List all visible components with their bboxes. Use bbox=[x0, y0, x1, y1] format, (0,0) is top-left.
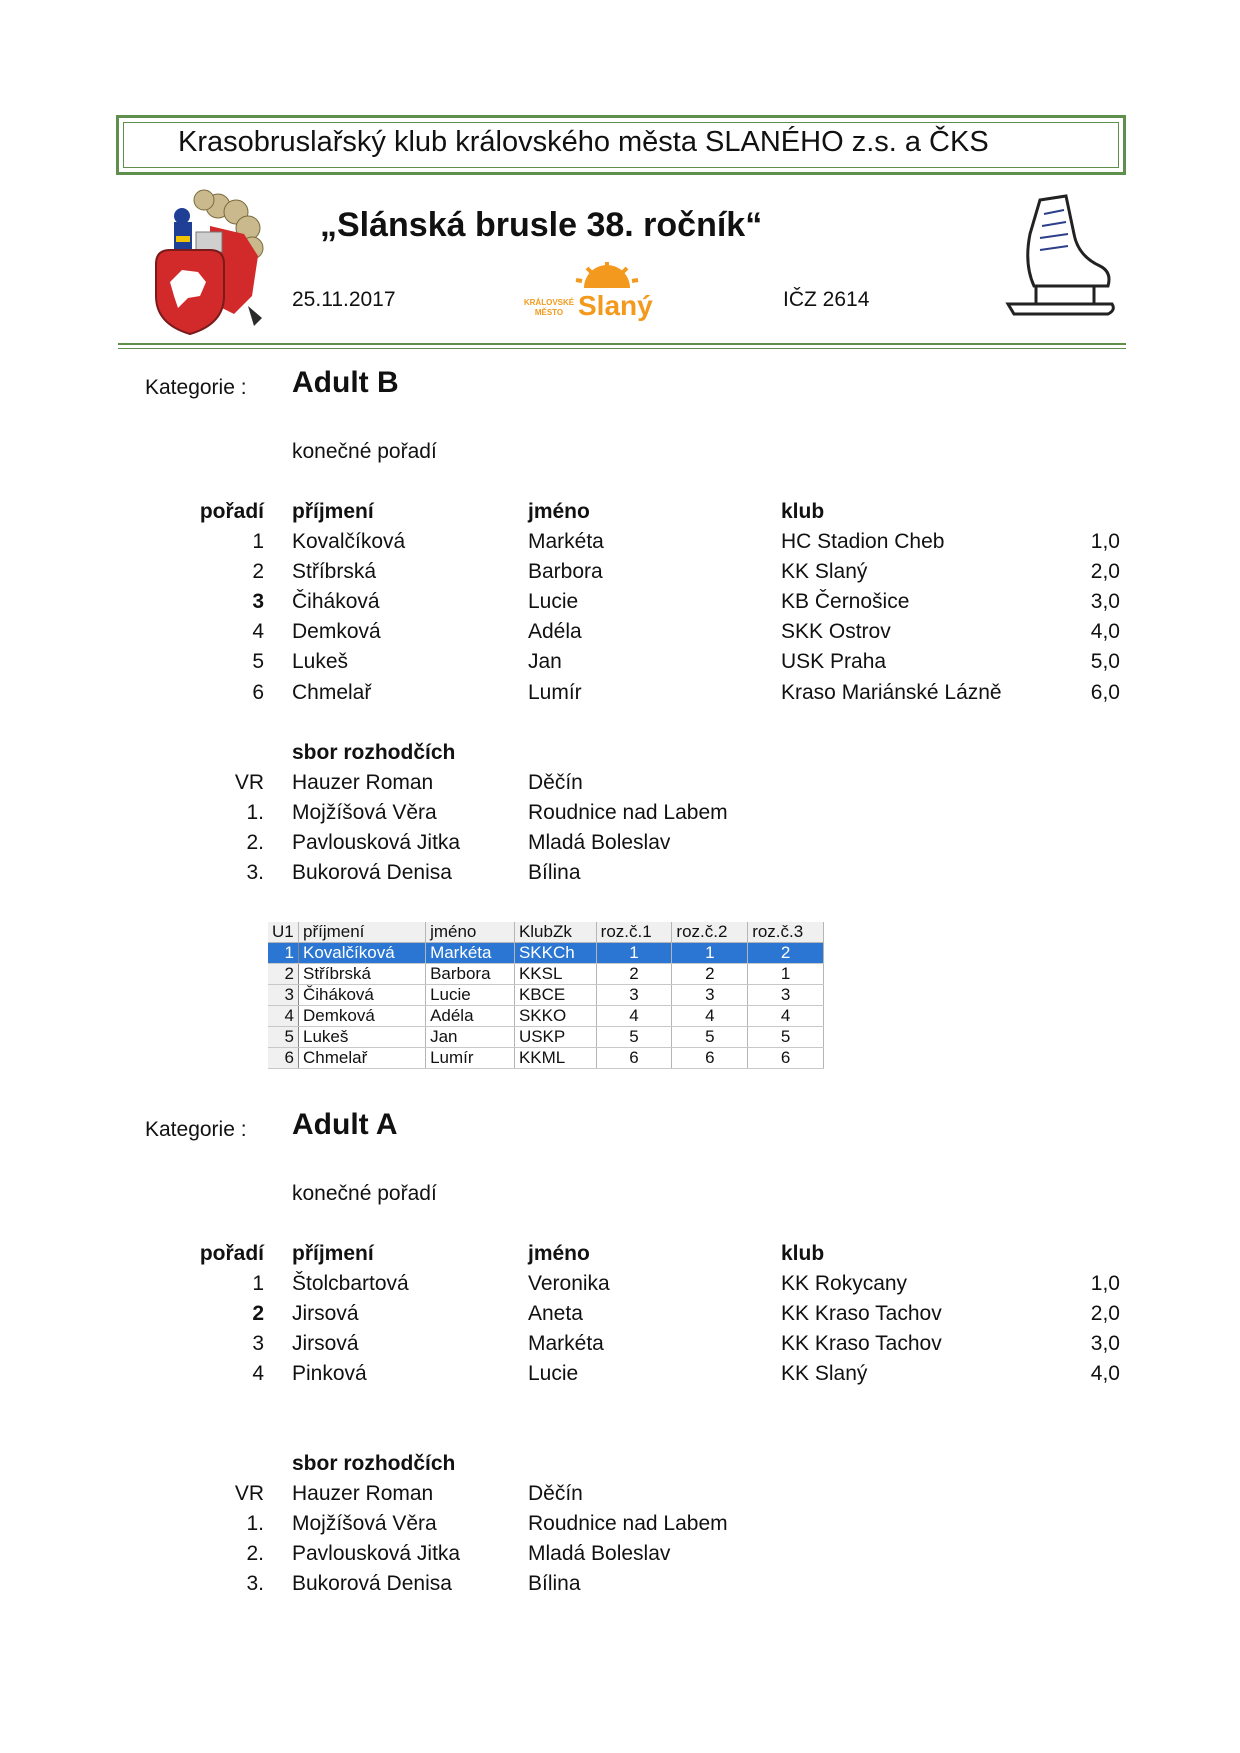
result-row bbox=[0, 1362, 1240, 1392]
judge-role: 1. bbox=[246, 1512, 264, 1535]
grid-cell[interactable]: Stříbrská bbox=[299, 964, 426, 985]
grid-cell[interactable]: 4 bbox=[748, 1006, 824, 1027]
results-header bbox=[0, 500, 1240, 530]
grid-cell[interactable]: USKP bbox=[514, 1027, 596, 1048]
grid-header-cell[interactable]: KlubZk bbox=[514, 922, 596, 943]
col-name-header: jméno bbox=[528, 500, 590, 523]
judge-person: Bukorová Denisa bbox=[292, 1572, 452, 1595]
judge-person: Bukorová Denisa bbox=[292, 861, 452, 884]
col-club-header: klub bbox=[781, 500, 825, 523]
grid-row[interactable] bbox=[268, 964, 824, 985]
result-name: Markéta bbox=[528, 1332, 604, 1355]
result-score: 5,0 bbox=[1090, 650, 1120, 673]
judge-city: Mladá Boleslav bbox=[528, 831, 671, 854]
result-surname: Štolcbartová bbox=[292, 1272, 409, 1295]
judge-city: Bílina bbox=[528, 1572, 581, 1595]
result-rank: 1 bbox=[252, 530, 264, 553]
category-name: Adult B bbox=[292, 366, 399, 399]
col-surname-header: příjmení bbox=[292, 500, 374, 523]
grid-cell[interactable]: SKKCh bbox=[514, 943, 596, 964]
judge-row bbox=[0, 771, 1240, 801]
result-name: Barbora bbox=[528, 560, 603, 583]
grid-cell[interactable]: Adéla bbox=[426, 1006, 515, 1027]
result-name: Veronika bbox=[528, 1272, 610, 1295]
judge-role: VR bbox=[234, 1482, 264, 1505]
result-surname: Chmelař bbox=[292, 681, 372, 704]
judge-person: Pavlousková Jitka bbox=[292, 831, 461, 854]
result-name: Aneta bbox=[528, 1302, 583, 1325]
result-name: Lumír bbox=[528, 681, 582, 704]
judge-role: 3. bbox=[246, 861, 264, 884]
header-rule-thin bbox=[118, 348, 1126, 349]
category-label: Kategorie : bbox=[145, 1118, 247, 1141]
grid-cell[interactable]: KKSL bbox=[514, 964, 596, 985]
grid-cell[interactable]: 2 bbox=[596, 964, 672, 985]
judge-person: Pavlousková Jitka bbox=[292, 1542, 461, 1565]
ice-skate-icon bbox=[1004, 194, 1116, 326]
result-surname: Jirsová bbox=[292, 1332, 359, 1355]
result-score: 2,0 bbox=[1090, 1302, 1120, 1325]
result-score: 3,0 bbox=[1090, 590, 1120, 613]
grid-cell[interactable]: 1 bbox=[672, 943, 748, 964]
grid-cell[interactable]: 4 bbox=[596, 1006, 672, 1027]
club-title: Krasobruslařský klub královského města SLANÉHO z.s. a ČKS bbox=[178, 126, 989, 158]
grid-row[interactable] bbox=[268, 1048, 824, 1069]
result-rank: 2 bbox=[252, 560, 264, 583]
grid-cell-index[interactable]: 3 bbox=[268, 985, 299, 1006]
grid-cell[interactable]: 1 bbox=[748, 964, 824, 985]
judge-person: Hauzer Roman bbox=[292, 771, 434, 794]
grid-header-cell[interactable]: jméno bbox=[426, 922, 515, 943]
result-row bbox=[0, 1302, 1240, 1332]
grid-header-row bbox=[268, 922, 824, 943]
sun-icon bbox=[572, 262, 642, 288]
result-surname: Demková bbox=[292, 620, 381, 643]
results-header bbox=[0, 1242, 1240, 1272]
result-rank: 2 bbox=[252, 1302, 264, 1325]
col-club-header: klub bbox=[781, 1242, 825, 1265]
grid-cell[interactable]: 2 bbox=[672, 964, 748, 985]
judge-row bbox=[0, 861, 1240, 891]
judge-role: 2. bbox=[246, 831, 264, 854]
grid-row[interactable] bbox=[268, 985, 824, 1006]
grid-cell[interactable]: Jan bbox=[426, 1027, 515, 1048]
grid-cell[interactable]: Lumír bbox=[426, 1048, 515, 1069]
result-rank: 1 bbox=[252, 1272, 264, 1295]
col-surname-header: příjmení bbox=[292, 1242, 374, 1265]
slany-logo bbox=[522, 262, 662, 328]
result-rank: 4 bbox=[252, 1362, 264, 1385]
judge-row bbox=[0, 1482, 1240, 1512]
result-club: KK Slaný bbox=[781, 1362, 868, 1385]
grid-cell[interactable]: 4 bbox=[672, 1006, 748, 1027]
judge-person: Mojžíšová Věra bbox=[292, 801, 437, 824]
result-rank: 3 bbox=[252, 590, 264, 613]
judge-row bbox=[0, 831, 1240, 861]
grid-row-selected[interactable] bbox=[268, 943, 824, 964]
header-rule bbox=[118, 343, 1126, 345]
result-row bbox=[0, 560, 1240, 590]
col-name-header: jméno bbox=[528, 1242, 590, 1265]
result-name: Lucie bbox=[528, 1362, 579, 1385]
result-rank: 3 bbox=[252, 1332, 264, 1355]
result-score: 4,0 bbox=[1090, 620, 1120, 643]
result-club: KB Černošice bbox=[781, 590, 910, 613]
grid-cell[interactable]: 3 bbox=[748, 985, 824, 1006]
result-surname: Čiháková bbox=[292, 590, 380, 613]
result-club: KK Slaný bbox=[781, 560, 868, 583]
judge-row bbox=[0, 1542, 1240, 1572]
grid-cell[interactable]: Kovalčíková bbox=[299, 943, 426, 964]
grid-cell[interactable]: KKML bbox=[514, 1048, 596, 1069]
category-label: Kategorie : bbox=[145, 376, 247, 399]
grid-cell[interactable]: 5 bbox=[748, 1027, 824, 1048]
judge-row bbox=[0, 1572, 1240, 1602]
final-order-label: konečné pořadí bbox=[292, 1182, 437, 1205]
grid-cell[interactable]: 2 bbox=[748, 943, 824, 964]
grid-header-cell[interactable]: příjmení bbox=[299, 922, 426, 943]
grid-header-cell[interactable]: roz.č.1 bbox=[596, 922, 672, 943]
judge-role: 1. bbox=[246, 801, 264, 824]
grid-cell[interactable]: 5 bbox=[596, 1027, 672, 1048]
judge-city: Děčín bbox=[528, 771, 583, 794]
result-club: KK Rokycany bbox=[781, 1272, 908, 1295]
grid-cell[interactable]: Lucie bbox=[426, 985, 515, 1006]
result-row bbox=[0, 620, 1240, 650]
judges-header bbox=[0, 741, 1240, 771]
judge-city: Mladá Boleslav bbox=[528, 1542, 671, 1565]
result-name: Jan bbox=[528, 650, 562, 673]
grid-cell[interactable]: SKKO bbox=[514, 1006, 596, 1027]
grid-cell[interactable]: Markéta bbox=[426, 943, 515, 964]
grid-cell[interactable]: Čiháková bbox=[299, 985, 426, 1006]
judges-header bbox=[0, 1452, 1240, 1482]
grid-cell[interactable]: 1 bbox=[596, 943, 672, 964]
col-rank-header: pořadí bbox=[199, 1242, 264, 1265]
grid-cell-index[interactable]: 1 bbox=[268, 943, 299, 964]
icz-code: IČZ 2614 bbox=[783, 288, 870, 311]
category-name: Adult A bbox=[292, 1108, 398, 1141]
result-club: Kraso Mariánské Lázně bbox=[781, 681, 1002, 704]
judge-city: Roudnice nad Labem bbox=[528, 801, 728, 824]
event-title: „Slánská brusle 38. ročník“ bbox=[320, 206, 763, 244]
judge-person: Mojžíšová Věra bbox=[292, 1512, 437, 1535]
coat-of-arms-icon bbox=[148, 186, 270, 338]
grid-cell-index[interactable]: 5 bbox=[268, 1027, 299, 1048]
grid-cell[interactable]: 3 bbox=[596, 985, 672, 1006]
grid-cell[interactable]: 6 bbox=[748, 1048, 824, 1069]
col-rank-header: pořadí bbox=[199, 500, 264, 523]
result-row bbox=[0, 650, 1240, 680]
logo-brand-text: Slaný bbox=[578, 290, 653, 321]
result-score: 1,0 bbox=[1090, 530, 1120, 553]
grid-cell[interactable]: Barbora bbox=[426, 964, 515, 985]
result-score: 1,0 bbox=[1090, 1272, 1120, 1295]
result-surname: Stříbrská bbox=[292, 560, 377, 583]
result-row bbox=[0, 681, 1240, 711]
result-rank: 4 bbox=[252, 620, 264, 643]
result-row bbox=[0, 530, 1240, 560]
grid-cell[interactable]: Lukeš bbox=[299, 1027, 426, 1048]
judge-city: Bílina bbox=[528, 861, 581, 884]
result-surname: Lukeš bbox=[292, 650, 349, 673]
judge-row bbox=[0, 1512, 1240, 1542]
event-date: 25.11.2017 bbox=[292, 288, 396, 311]
judge-role: 3. bbox=[246, 1572, 264, 1595]
result-rank: 6 bbox=[252, 681, 264, 704]
judges-title: sbor rozhodčích bbox=[292, 1452, 456, 1475]
grid-cell[interactable]: KBCE bbox=[514, 985, 596, 1006]
result-club: HC Stadion Cheb bbox=[781, 530, 945, 553]
grid-cell-index[interactable]: 2 bbox=[268, 964, 299, 985]
grid-cell-index[interactable]: 4 bbox=[268, 1006, 299, 1027]
result-row bbox=[0, 1332, 1240, 1362]
grid-header-cell[interactable]: U1 bbox=[268, 922, 299, 943]
grid-cell[interactable]: Chmelař bbox=[299, 1048, 426, 1069]
result-rank: 5 bbox=[252, 650, 264, 673]
result-club: SKK Ostrov bbox=[781, 620, 891, 643]
result-score: 4,0 bbox=[1090, 1362, 1120, 1385]
grid-cell[interactable]: 3 bbox=[672, 985, 748, 1006]
grid-row[interactable] bbox=[268, 1006, 824, 1027]
grid-row[interactable] bbox=[268, 1027, 824, 1048]
result-surname: Kovalčíková bbox=[292, 530, 406, 553]
result-row bbox=[0, 590, 1240, 620]
judges-title: sbor rozhodčích bbox=[292, 741, 456, 764]
result-name: Markéta bbox=[528, 530, 604, 553]
grid-header-cell[interactable]: roz.č.3 bbox=[748, 922, 824, 943]
grid-cell-index[interactable]: 6 bbox=[268, 1048, 299, 1069]
grid-header-cell[interactable]: roz.č.2 bbox=[672, 922, 748, 943]
judge-row bbox=[0, 801, 1240, 831]
result-name: Lucie bbox=[528, 590, 579, 613]
result-surname: Jirsová bbox=[292, 1302, 359, 1325]
result-surname: Pinková bbox=[292, 1362, 367, 1385]
logo-small-text: KRÁLOVSKÉ MĚSTO bbox=[523, 298, 575, 317]
grid-cell[interactable]: Demková bbox=[299, 1006, 426, 1027]
grid-cell[interactable]: 6 bbox=[596, 1048, 672, 1069]
grid-cell[interactable]: 6 bbox=[672, 1048, 748, 1069]
judge-role: 2. bbox=[246, 1542, 264, 1565]
result-score: 2,0 bbox=[1090, 560, 1120, 583]
result-score: 6,0 bbox=[1090, 681, 1120, 704]
result-club: USK Praha bbox=[781, 650, 887, 673]
result-club: KK Kraso Tachov bbox=[781, 1332, 942, 1355]
scores-grid bbox=[268, 922, 824, 1069]
grid-cell[interactable]: 5 bbox=[672, 1027, 748, 1048]
final-order-label: konečné pořadí bbox=[292, 440, 437, 463]
result-score: 3,0 bbox=[1090, 1332, 1120, 1355]
judge-city: Roudnice nad Labem bbox=[528, 1512, 728, 1535]
judge-city: Děčín bbox=[528, 1482, 583, 1505]
judge-person: Hauzer Roman bbox=[292, 1482, 434, 1505]
judge-role: VR bbox=[234, 771, 264, 794]
result-name: Adéla bbox=[528, 620, 582, 643]
result-club: KK Kraso Tachov bbox=[781, 1302, 942, 1325]
result-row bbox=[0, 1272, 1240, 1302]
